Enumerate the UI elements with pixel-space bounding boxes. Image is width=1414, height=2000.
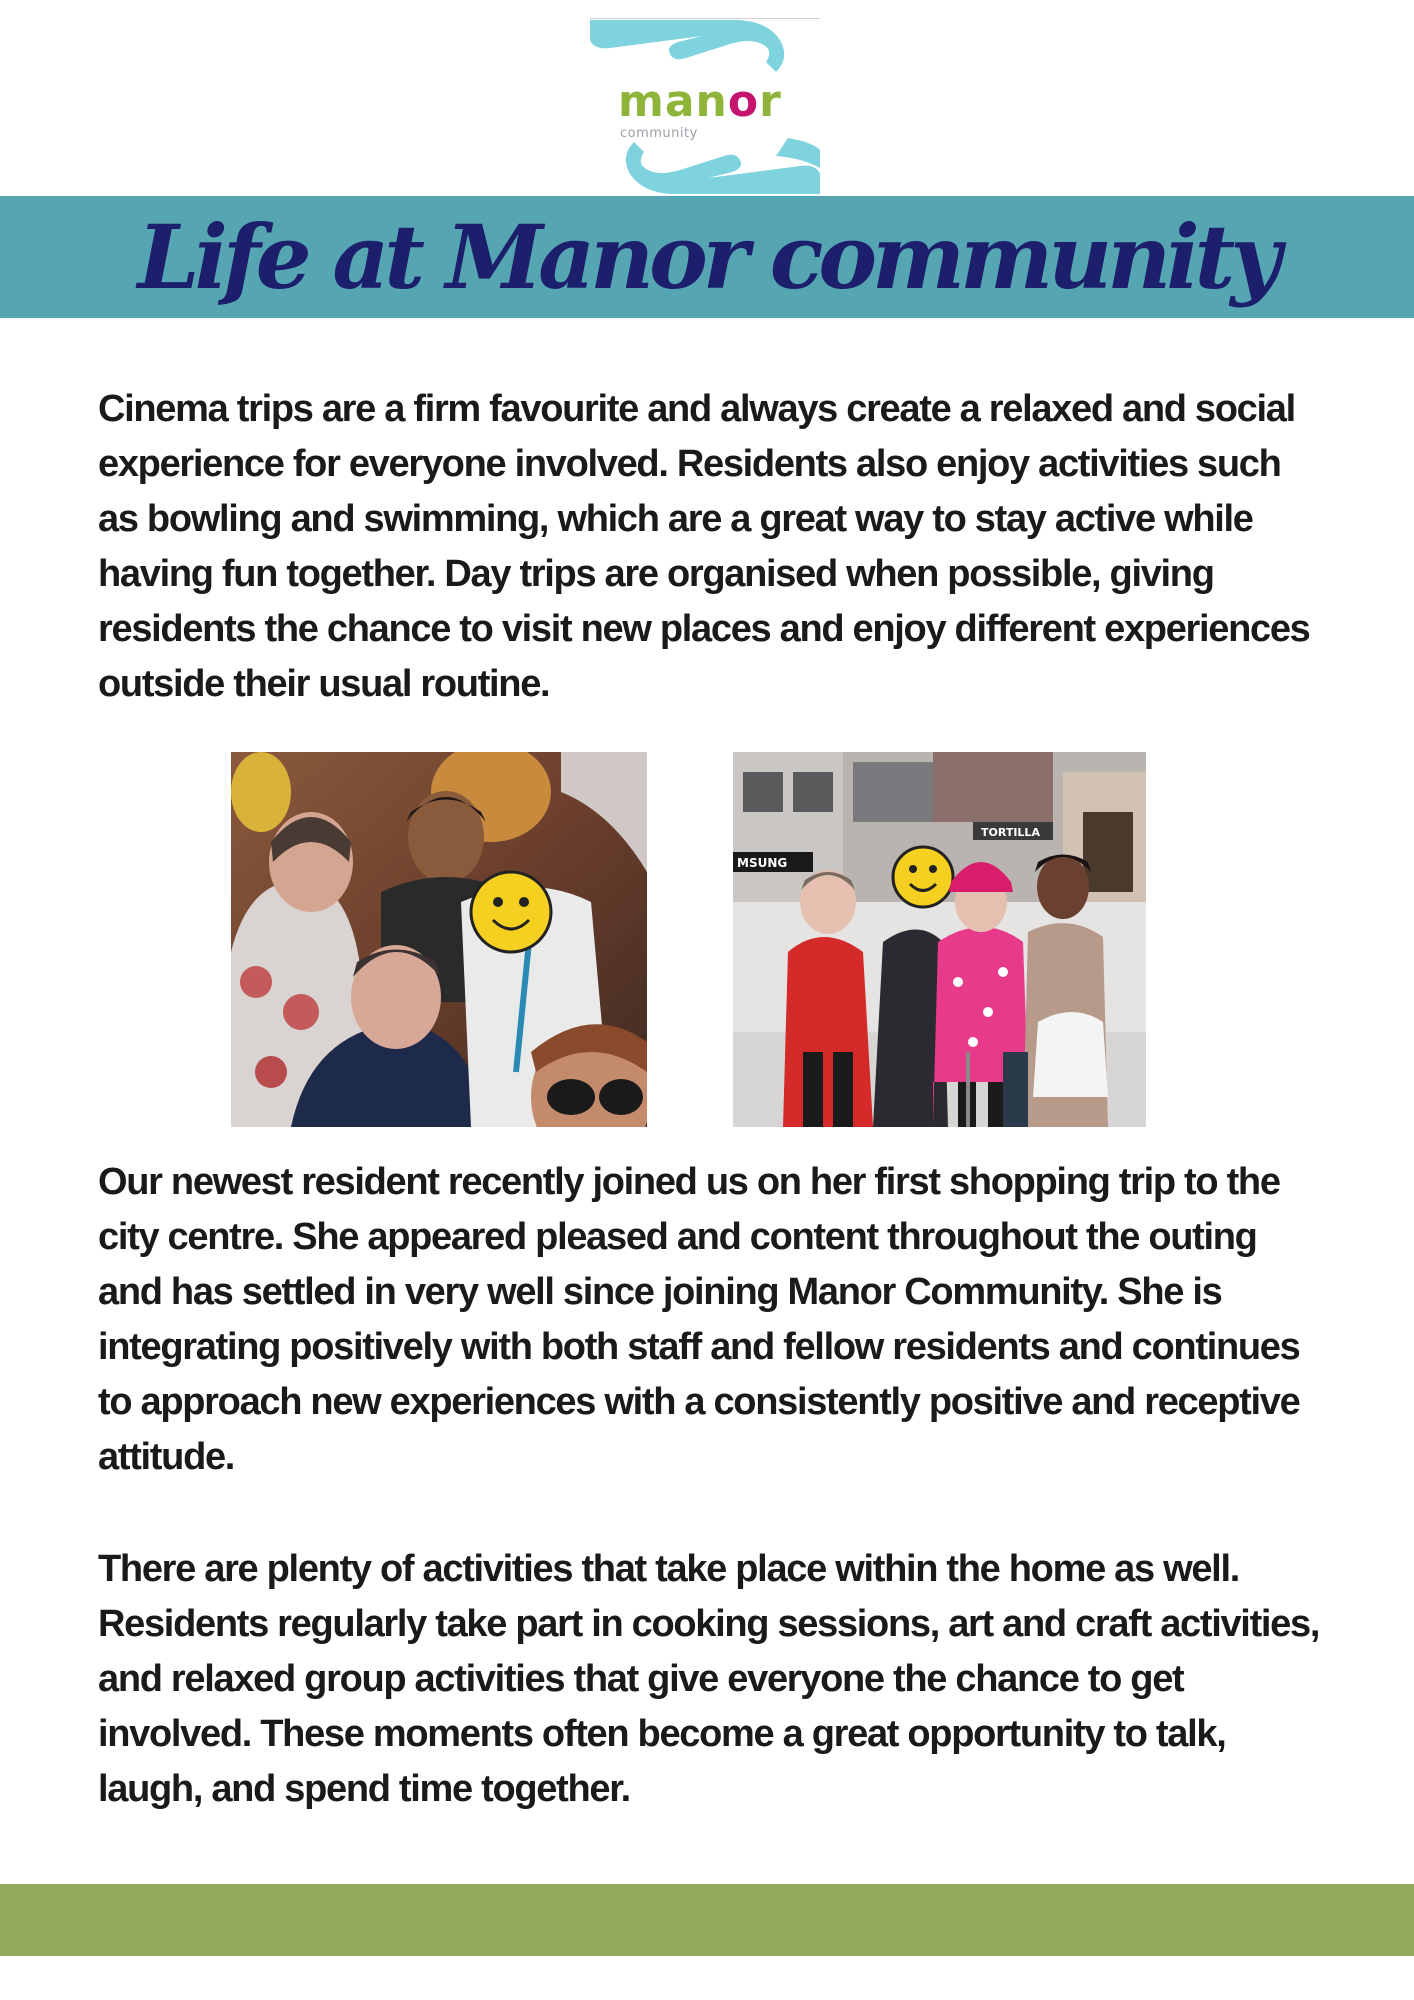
logo-wordmark: manor: [618, 76, 782, 127]
manor-community-logo: [590, 18, 820, 196]
new-resident-paragraph: Our newest resident recently joined us on her first shopping trip to the city centre. She appeared pleased and content throughout the outing and has settled in very well since joining Manor Community. She is integrating positively with both staff and fellow residents and continues to approach new experiences with a consistently positive and receptive attitude.: [98, 1161, 1300, 1478]
footer-bar: [0, 1884, 1414, 1956]
logo-subtitle: community: [620, 126, 698, 141]
logo-divider: [590, 18, 820, 19]
home-activities-paragraph: There are plenty of activities that take place within the home as well. Residents regularly take part in cooking sessions, art and craft activities, and relaxed group activities that give everyone the chance to get involved. These moments often become a great opportunity to talk, laugh, and spend time together.: [98, 1548, 1320, 1810]
samsung-sign: MSUNG: [737, 856, 788, 870]
page-title: Life at Manor community: [137, 205, 1277, 309]
tortilla-sign: TORTILLA: [981, 826, 1040, 839]
intro-paragraph: Cinema trips are a firm favourite and always create a relaxed and social experience for everyone involved. Residents also enjoy activities such as bowling and swimming, which are a great way to stay active while having fun together. Day trips are organised when possible, giving residents the chance to visit new places and enjoy different experiences outside their usual routine.: [98, 388, 1310, 705]
header-banner: [0, 196, 1414, 318]
cinema-trip-photo: [231, 752, 647, 1127]
shopping-trip-photo: [733, 752, 1146, 1127]
